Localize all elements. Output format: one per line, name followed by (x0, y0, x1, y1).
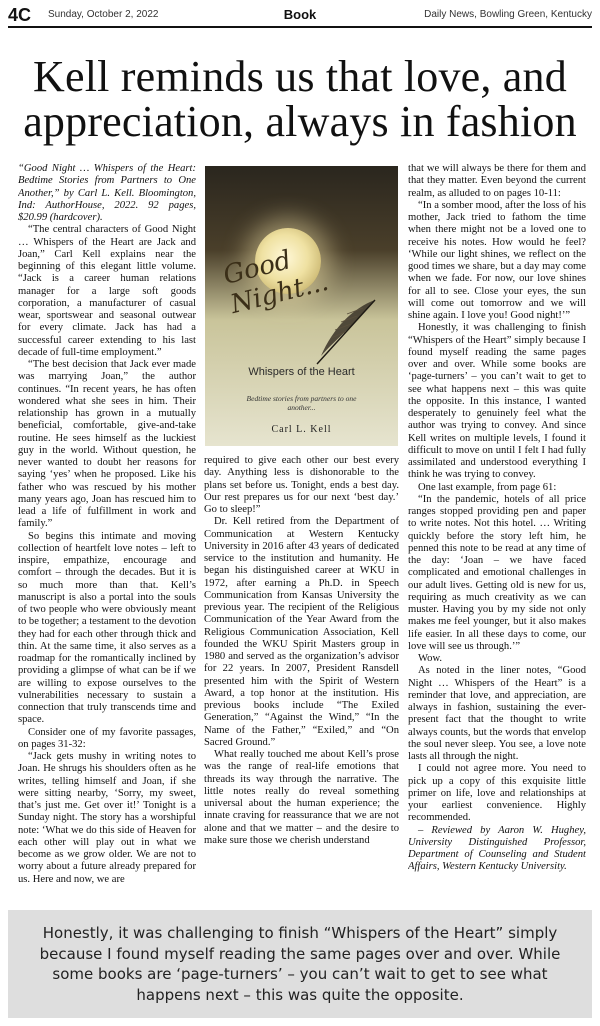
book-citation: “Good Night … Whispers of the Heart: Bedtime Stories from Partners to One Another,” by Carl L. Kell. Bloomington, Ind: AuthorHouse, 2022. 92 pages, $20.99 (hardcover). (18, 163, 196, 223)
newspaper-name: Daily News, Bowling Green, Kentucky (424, 9, 592, 20)
paragraph: Wow. (418, 653, 443, 664)
paragraph: required to give each other our best every day. Anything less is dishonorable to the plans set before us. Tonight, ends a best day. Our rest prepares us for our next ‘best day.’ Go to sleep!” (204, 455, 399, 515)
article-column-1 (18, 163, 196, 907)
headline: Kell reminds us that love, and appreciation, always in fashion (23, 52, 577, 146)
reviewer-credit: – Reviewed by Aaron W. Hughey, University Distinguished Professor, Department of Counseling and Student Affairs, Western Kentucky University. (408, 824, 586, 873)
page-number: 4C (8, 5, 32, 25)
paragraph: that we will always be there for them and that they matter. Even beyond the current realm, as alluded to on pages 10-11: (408, 163, 586, 199)
page-header (8, 4, 592, 26)
pull-quote (8, 910, 592, 1018)
cover-title: Whispers of the Heart (248, 366, 355, 378)
book-cover-image (205, 166, 398, 446)
article-column-2 (204, 455, 399, 907)
section-name: Book (283, 7, 317, 22)
cover-author: Carl L. Kell (271, 424, 332, 435)
paragraph: “In a somber mood, after the loss of his mother, Jack tried to fathom the time when there might not be a loved one to receive his notes. How would he feel? ‘While our light shines, we reflect on the good times we share, but a day may come when we fade. For now, our love shines for all to see. Close your eyes, the sun will come out tomorrow and we will shine again. I love you! Good night!’” (408, 199, 586, 321)
cover-subtitle: Bedtime stories from partners to one another... (246, 394, 357, 412)
paragraph: “In the pandemic, hotels of all price ranges stopped providing pen and paper to write notes. Not this hotel. … Writing quickly before the story left him, he penned this note to be read at any time of the day: ‘Joan – we have faced complicated and emotional challenges in our adult lives. Getting old is new for us, requiring as much creativity as we can muster. Having you by my side not only makes me feel younger, but it also makes life easier. In all these days to come, our love will see us through.’” (408, 493, 586, 652)
paragraph: I could not agree more. You need to pick up a copy of this exquisite little primer on life, love and relationships at your earliest convenience. Highly recommended. (408, 763, 586, 824)
paragraph: What really touched me about Kell’s prose was the range of real-life emotions that threads its way through the narrative. The little notes really do reveal something universal about the human experience; the innate craving for reassurance that we are not alone and that we matter – and the desire to make sure those we cherish understand (204, 749, 399, 846)
article-column-3 (408, 163, 586, 907)
issue-date: Sunday, October 2, 2022 (48, 9, 159, 20)
paragraph: “Jack gets mushy in writing notes to Joan. He shrugs his shoulders often as he writes, telling himself and Joan, if she were sitting nearby, ‘Sorry, my sweet, that’s just me. Get over it!’ Tonight is a Sunday night. The story has a worshipful note: ‘What we do this side of Heaven for each other will play out in what we become as we grow older. We are not to worry about a future already prepared for us. Here and now, we are (18, 751, 196, 885)
pull-quote-text: Honestly, it was challenging to finish “Whispers of the Heart” simply because I found myself reading the same pages over and over. While some books are ‘page-turners’ – you can’t wait to get to see what happens next – this was quite the opposite. (39, 924, 561, 1004)
paragraph: “The central characters of Good Night … Whispers of the Heart are Jack and Joan,” Carl Kell explains near the beginning of this elegant little volume. “Jack is a career human relations manager for a large soft goods corporation, a manufacturer of casual wear, sportswear and seasonal outwear for every climate. Jack has had a successful career extending to his last decade of full-time employment.” (18, 224, 196, 358)
paragraph: Honestly, it was challenging to finish “Whispers of the Heart” simply because I found myself reading the same pages over and over. While some books are ‘page-turners’ – you can’t wait to get to see what happens next – this was quite the opposite. In this instance, I wanted desperately to genuinely feel what the author was trying to convey. And since Kell writes on multiple levels, I found it difficult to move on until I felt I had fully assimilated and understood everything I think he was trying to convey. (408, 322, 586, 481)
paragraph: “The best decision that Jack ever made was marrying Joan,” the author continues. “In recent years, he has often wondered what she sees in him. Their relationship has grown in a mutually beneficial, comfortable, give-and-take routine. He sees himself as the luckiest guy in the world. Without question, he never wanted to doubt her reasons for saying ‘yes’ when he proposed. Like his father who was rescued by his mother many years ago, Joan has rescued him to lead a life of fulfillment in work and family.” (18, 359, 196, 530)
paragraph: One last example, from page 61: (418, 481, 557, 493)
paragraph: Dr. Kell retired from the Department of Communication at Western Kentucky University in 2016 after 43 years of dedicated service to the institution and humanity. He began his distinguished career at WKU in 1972, after earning a Ph.D. in Speech Communication from Kansas University the previous year. The recipient of the Religious Communication of the Year Award from the Religious Communication Association, Kell founded the WKU Spirit Masters group in 1980 and served as the organization’s advisor for 22 years. In 2007, President Ransdell presented him with the Spirit of Western Award, a top honor at the institution. His previous books include “The Exiled Generation,” “Against the Wind,” “In the Name of the Father,” “Exiled,” and “On Sacred Ground.” (204, 516, 399, 748)
paragraph: As noted in the liner notes, “Good Night … Whispers of the Heart” is a reminder that love, and appreciation, are always in fashion, sustaining the ever-present fact that the thought to write always counts, but the words that envelop the soul never sleep. You see, a love note lasts all through the night. (408, 665, 586, 762)
paragraph: Consider one of my favorite passages, on pages 31-32: (18, 726, 196, 750)
paragraph: So begins this intimate and moving collection of heartfelt love notes – left to inspire, empathize, encourage and comfort – through the decades. But it is so much more than that. Kell’s manuscript is also a portal into the souls of two people who were obviously meant to be together; a testament to the devotion they had for each other through thick and thin. At the same time, it also serves as a roadmap for the romantically inclined by providing a glimpse of what can be if we are willing to expose ourselves to the vulnerabilities necessary to sustain a connection that truly transcends time and space. (18, 530, 196, 726)
cover-script-title: Good Night... (220, 245, 332, 321)
header-rule (8, 26, 592, 28)
feather-quill-icon (303, 294, 383, 374)
